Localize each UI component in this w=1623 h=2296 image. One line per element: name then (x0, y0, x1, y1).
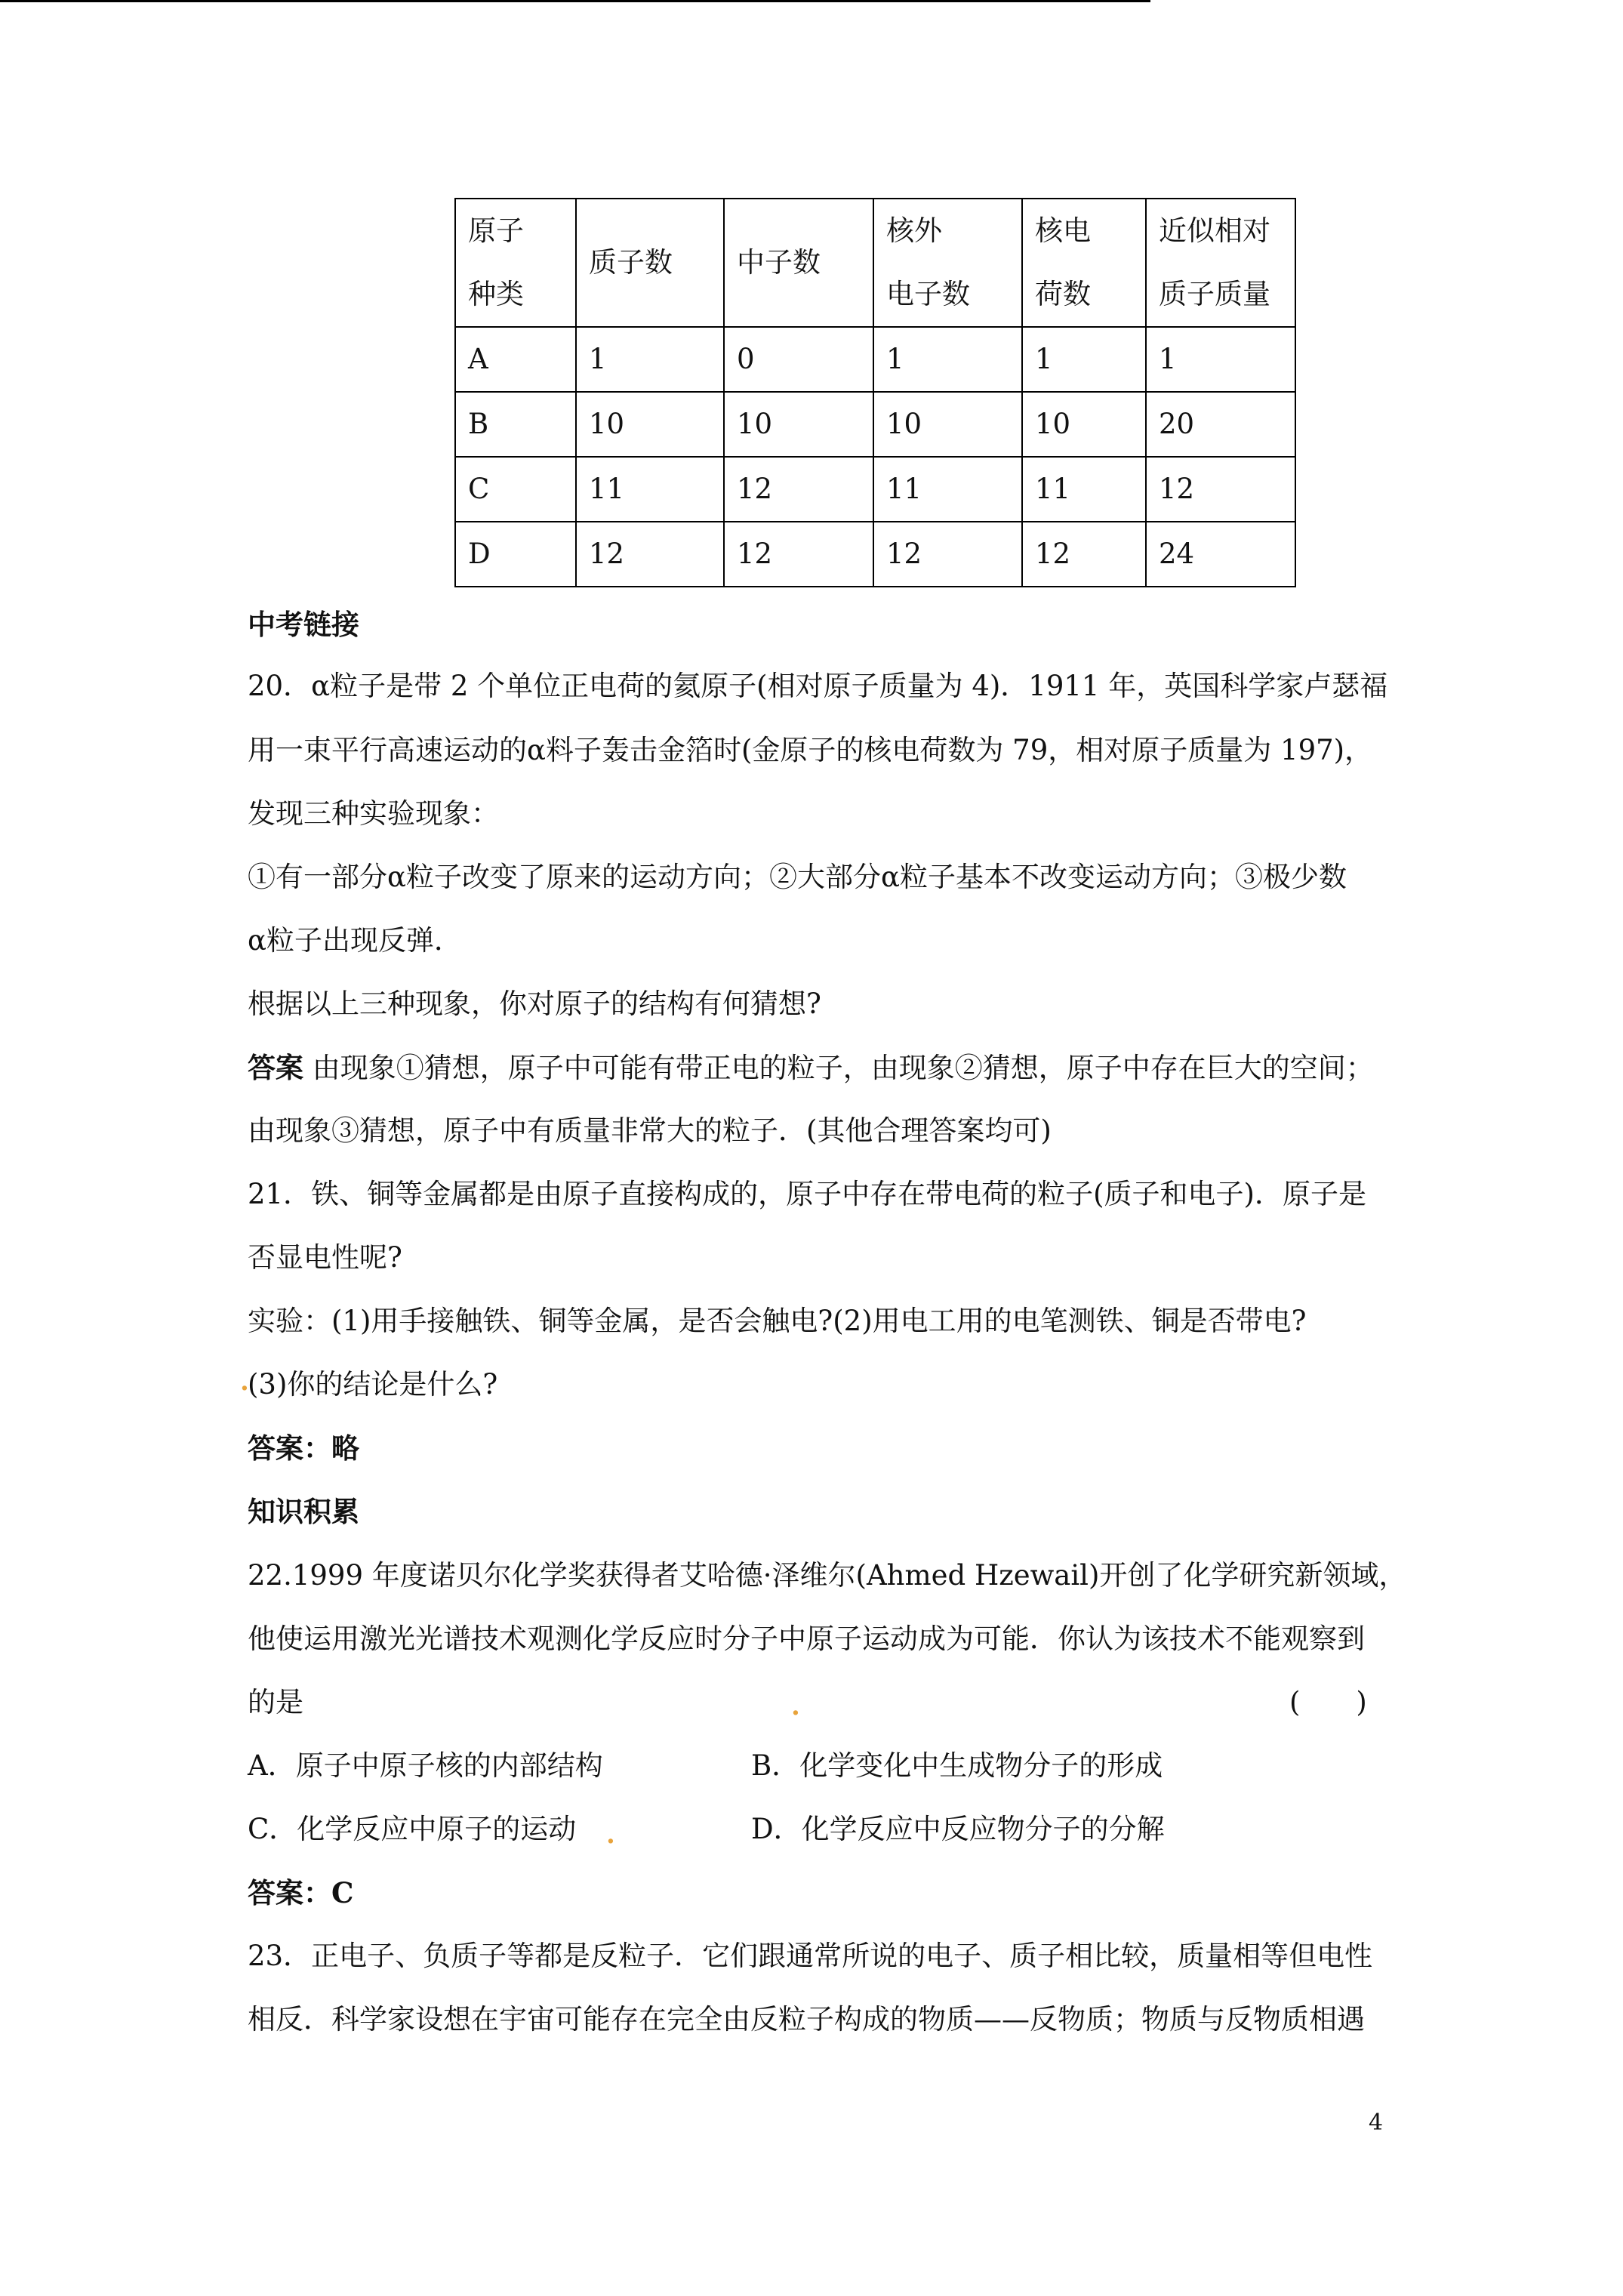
table-cell: 12 (1146, 457, 1295, 522)
table-cell: 1 (576, 327, 724, 392)
table-cell: 10 (1022, 392, 1146, 457)
q20-line: 根据以上三种现象，你对原子的结构有何猜想? (248, 988, 821, 1020)
q20-line: ①有一部分α粒子改变了原来的运动方向；②大部分α粒子基本不改变运动方向；③极少数 (248, 861, 1347, 893)
table-cell: 1 (1146, 327, 1295, 392)
table-row (455, 327, 1295, 392)
q20-answer (248, 1049, 1374, 1087)
page-number: 4 (1369, 2110, 1384, 2136)
q22-line: 他使运用激光光谱技术观测化学反应时分子中原子运动成为可能．你认为该技术不能观察到 (248, 1623, 1365, 1655)
highlight-dot: . (240, 1367, 249, 1397)
header-cell: 近似相对 质子质量 (1146, 199, 1295, 327)
highlight-dot: . (791, 1691, 800, 1721)
q20-line: 20．α粒子是带 2 个单位正电荷的氦原子(相对原子质量为 4)．1911 年，英国科学家卢瑟福 (248, 670, 1388, 702)
section-heading-zhongkao: 中考链接 (248, 608, 359, 641)
table-cell: D (455, 522, 576, 587)
header-cell: 质子数 (576, 199, 724, 327)
table-row (455, 392, 1295, 457)
table-cell: 1 (1022, 327, 1146, 392)
header-cell: 原子 种类 (455, 199, 576, 327)
option-a: A．原子中原子核的内部结构 (248, 1749, 603, 1782)
q21-answer: 答案：略 (248, 1432, 359, 1465)
q20-line: α粒子出现反弹． (248, 924, 462, 957)
table-row (455, 522, 1295, 587)
q22-answer: 答案：C (248, 1876, 354, 1909)
table-row (455, 457, 1295, 522)
table-cell: 12 (724, 457, 873, 522)
q23-line: 相反．科学家设想在宇宙可能存在完全由反粒子构成的物质——反物质；物质与反物质相遇 (248, 2003, 1365, 2036)
table-cell: 20 (1146, 392, 1295, 457)
table-cell: A (455, 327, 576, 392)
answer-label: 答案 (248, 1051, 303, 1084)
table-cell: 12 (873, 522, 1022, 587)
highlight-dot: . (606, 1820, 615, 1850)
table-cell: 12 (724, 522, 873, 587)
q22-line: 22.1999 年度诺贝尔化学奖获得者艾哈德·泽维尔(Ahmed Hzewail)开创了化学研究新领域， (248, 1559, 1407, 1592)
q21-line: 否显电性呢? (248, 1241, 402, 1274)
option-b: B．化学变化中生成物分子的形成 (751, 1749, 1163, 1782)
table-cell: 1 (873, 327, 1022, 392)
header-cell: 核外 电子数 (873, 199, 1022, 327)
table-cell: 24 (1146, 522, 1295, 587)
answer-text: 由现象①猜想，原子中可能有带正电的粒子，由现象②猜想，原子中存在巨大的空间； (303, 1052, 1374, 1084)
q20-answer-line: 由现象③猜想，原子中有质量非常大的粒子．(其他合理答案均可) (248, 1114, 1052, 1147)
q22-line: 的是 (248, 1686, 303, 1718)
table-cell: 11 (1022, 457, 1146, 522)
table-cell: 10 (873, 392, 1022, 457)
table-cell: 11 (873, 457, 1022, 522)
table-cell: B (455, 392, 576, 457)
table-cell: 12 (1022, 522, 1146, 587)
header-cell: 中子数 (724, 199, 873, 327)
section-heading-zhishi: 知识积累 (248, 1495, 359, 1528)
table-cell: 0 (724, 327, 873, 392)
q21-line: (3)你的结论是什么? (248, 1368, 498, 1401)
table-cell: 10 (576, 392, 724, 457)
q23-line: 23．正电子、负质子等都是反粒子．它们跟通常所说的电子、质子相比较，质量相等但电性 (248, 1940, 1373, 1972)
table-cell: 10 (724, 392, 873, 457)
answer-bracket: ( ) (1289, 1686, 1367, 1718)
table-cell: C (455, 457, 576, 522)
header-cell: 核电 荷数 (1022, 199, 1146, 327)
option-d: D．化学反应中反应物分子的分解 (751, 1813, 1165, 1845)
table-cell: 12 (576, 522, 724, 587)
table-cell: 11 (576, 457, 724, 522)
q21-line: 21．铁、铜等金属都是由原子直接构成的，原子中存在带电荷的粒子(质子和电子)．原子是 (248, 1178, 1366, 1210)
option-c: C．化学反应中原子的运动 (248, 1813, 577, 1845)
q21-line: 实验：(1)用手接触铁、铜等金属，是否会触电?(2)用电工用的电笔测铁、铜是否带电? (248, 1305, 1307, 1337)
header-rule (0, 0, 1150, 2)
q20-line: 用一束平行高速运动的α料子轰击金箔时(金原子的核电荷数为 79，相对原子质量为 197)， (248, 734, 1373, 766)
atom-table (454, 198, 1296, 587)
q20-line: 发现三种实验现象： (248, 797, 499, 830)
table-header-row (455, 199, 1295, 327)
